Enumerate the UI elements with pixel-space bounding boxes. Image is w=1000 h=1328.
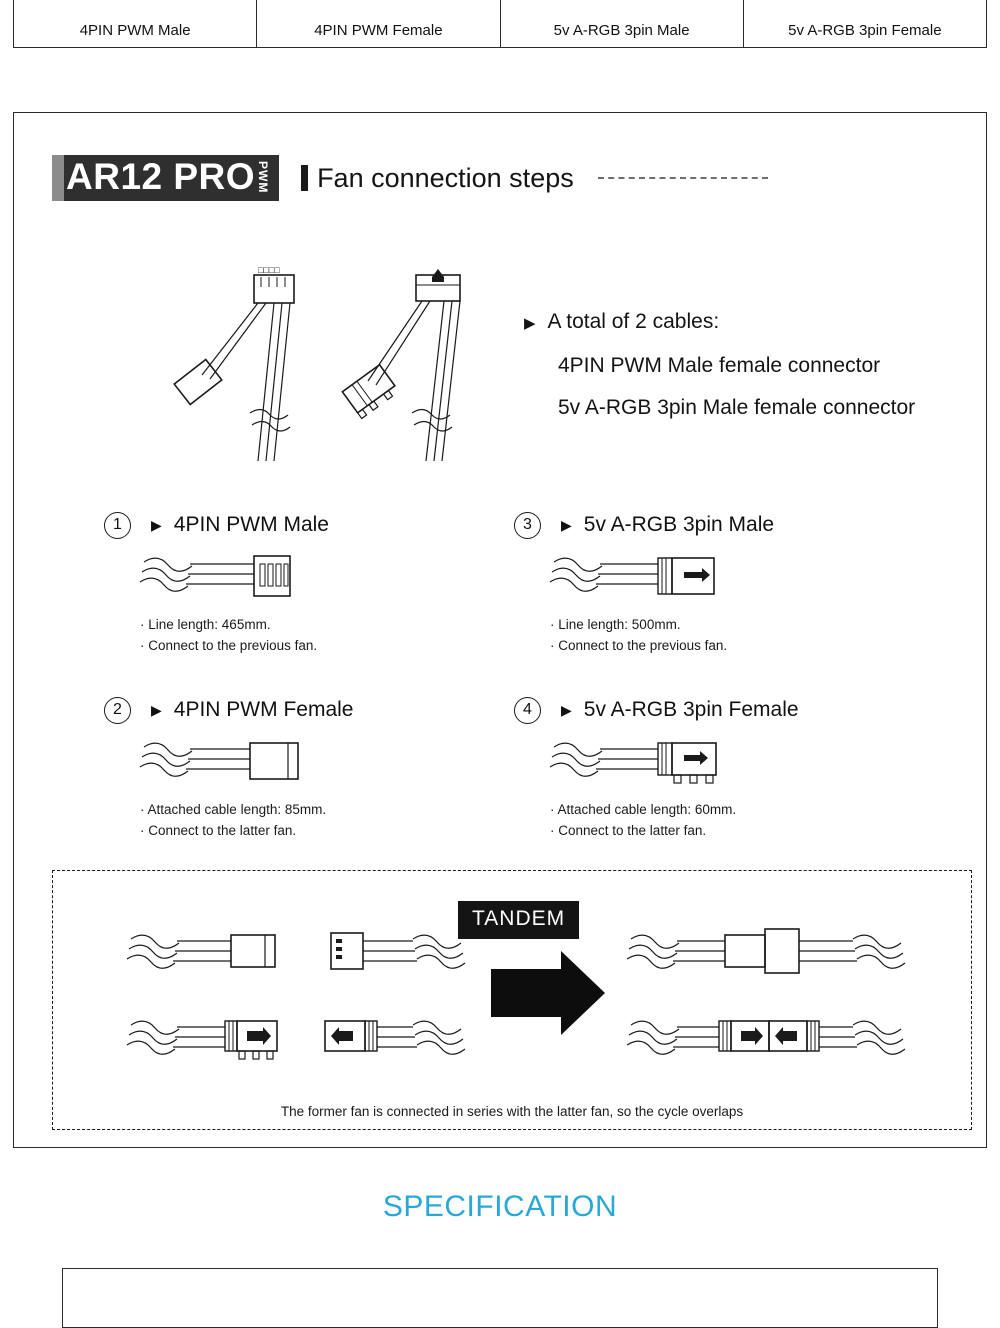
- legend-cell-argb-3pin-female: [744, 0, 986, 47]
- page-title: Fan connection steps: [317, 162, 574, 193]
- bullet-arrow-icon: ▶: [151, 516, 162, 533]
- tandem-tag: TANDEM: [458, 901, 579, 939]
- svg-text:□□□□: □□□□: [258, 265, 280, 275]
- pwm-female-illustration: [124, 735, 524, 793]
- note-line: · Attached cable length: 60mm.: [550, 802, 737, 817]
- connector-item-4: [514, 693, 934, 841]
- bullet-arrow-icon: ▶: [561, 701, 572, 718]
- legend-label: 4PIN PWM Male: [79, 22, 191, 39]
- bullet-arrow-icon: ▶: [524, 315, 536, 332]
- cable-summary-line-2: 4PIN PWM Male female connector: [558, 354, 881, 377]
- connector-item-1-notes: [140, 614, 524, 656]
- legend-cell-4pin-pwm-male: [14, 0, 257, 47]
- note-line: · Connect to the previous fan.: [550, 638, 728, 653]
- connector-item-3-header: [514, 508, 934, 542]
- legend-label: 5v A-RGB 3pin Female: [788, 22, 942, 39]
- connector-item-3: [514, 508, 934, 656]
- tandem-caption: The former fan is connected in series with the latter fan, so the cycle overlaps: [280, 1104, 744, 1119]
- connector-item-4-notes: [550, 799, 934, 841]
- note-line: · Line length: 465mm.: [140, 617, 271, 632]
- cable-summary-text: [524, 301, 915, 429]
- legend-label: 4PIN PWM Female: [314, 22, 443, 39]
- note-line: · Attached cable length: 85mm.: [140, 802, 327, 817]
- tandem-illustration: [53, 917, 971, 1117]
- connector-item-3-title: 5v A-RGB 3pin Male: [583, 513, 775, 536]
- argb-female-illustration: [534, 735, 934, 793]
- cable-overview-illustration: [154, 263, 494, 473]
- connector-item-2: [104, 693, 524, 841]
- connector-item-1-title: 4PIN PWM Male: [173, 513, 329, 536]
- bullet-arrow-icon: ▶: [151, 701, 162, 718]
- connector-item-2-notes: [140, 799, 524, 841]
- note-line: · Line length: 500mm.: [550, 617, 681, 632]
- step-number-badge: 4: [514, 697, 541, 724]
- specification-heading: SPECIFICATION: [382, 1190, 618, 1223]
- dashed-rule-icon: [598, 177, 768, 179]
- legend-cell-4pin-pwm-female: [257, 0, 500, 47]
- note-line: · Connect to the latter fan.: [140, 823, 297, 838]
- step-number-badge: 3: [514, 512, 541, 539]
- product-badge: [52, 155, 279, 201]
- step-number-badge: 2: [104, 697, 131, 724]
- argb-male-illustration: [534, 550, 934, 608]
- bullet-arrow-icon: ▶: [561, 516, 572, 533]
- pwm-male-illustration: [124, 550, 524, 608]
- connector-item-4-title: 5v A-RGB 3pin Female: [583, 698, 799, 721]
- product-variant: PWM: [256, 160, 271, 194]
- connector-item-2-header: [104, 693, 524, 727]
- tandem-diagram: [52, 870, 972, 1130]
- connector-item-3-notes: [550, 614, 934, 656]
- cable-summary-heading: A total of 2 cables:: [547, 310, 720, 333]
- panel-header: [52, 155, 768, 201]
- note-line: · Connect to the latter fan.: [550, 823, 707, 838]
- connector-item-2-title: 4PIN PWM Female: [173, 698, 354, 721]
- cable-summary-line-1: [524, 301, 915, 345]
- connector-legend-strip: [13, 0, 987, 48]
- note-line: · Connect to the previous fan.: [140, 638, 318, 653]
- fan-connection-panel: [13, 112, 987, 1148]
- title-bullet-icon: [301, 165, 308, 191]
- product-name: AR12 PRO: [66, 156, 256, 197]
- specification-table-frame: [62, 1268, 938, 1328]
- legend-cell-argb-3pin-male: [501, 0, 744, 47]
- connector-item-1: [104, 508, 524, 656]
- step-number-badge: 1: [104, 512, 131, 539]
- legend-label: 5v A-RGB 3pin Male: [553, 22, 690, 39]
- connector-item-1-header: [104, 508, 524, 542]
- connector-item-4-header: [514, 693, 934, 727]
- cable-summary-line-3: 5v A-RGB 3pin Male female connector: [558, 396, 916, 419]
